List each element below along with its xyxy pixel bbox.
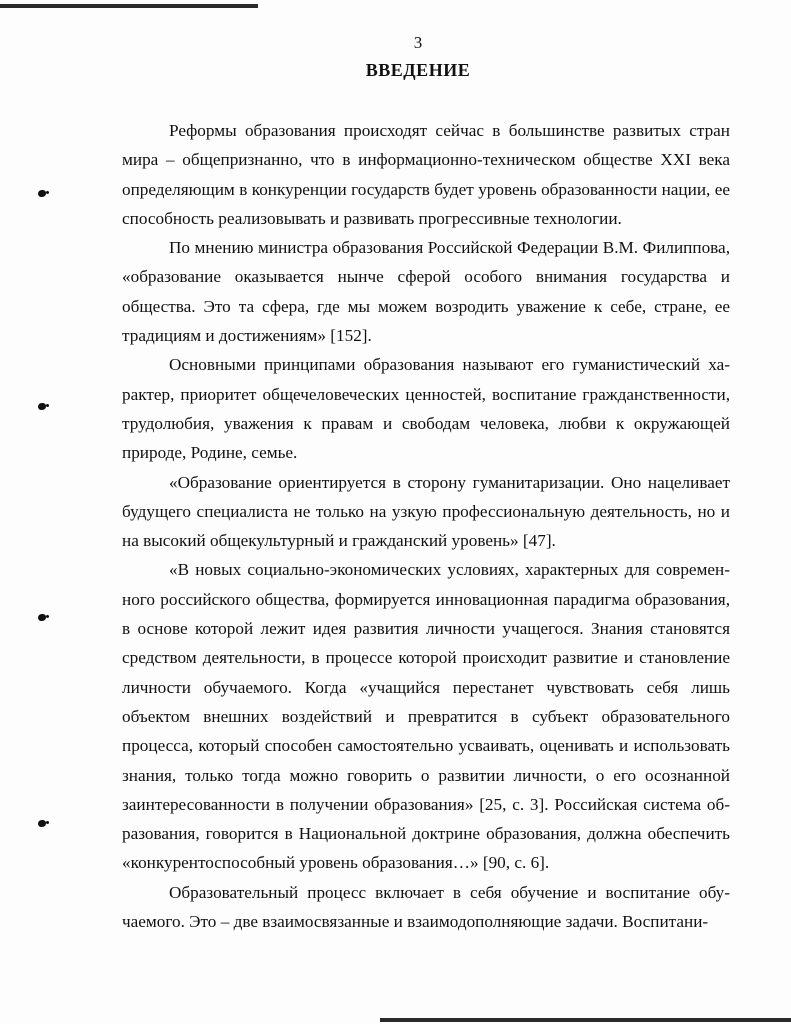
paragraph: По мнению министра образования Российской Федерации В.М. Филиппова, «образование оказывается нынче сферой особого внимания государства и общества. Это та сфера, где мы можем возродить уважение к себе, стране, ее традициям и достижениям» [152]. xyxy=(122,238,730,346)
binding-hole-mark xyxy=(38,403,46,410)
paragraph: «Образование ориентируется в сторону гуманитаризации. Оно нацеливает будущего специалиста не только на узкую профессиональную деятельность, но и на высокий общекультурный и гражданский уровень» [47]. xyxy=(122,472,730,551)
paragraph: Основными принципами образования называют его гуманистический характер, приоритет общечеловеческих ценностей, воспитание гражданственности, трудолюбия, уважения к правам и свободам человека, любви к окружающей природе, Родине, семье. xyxy=(122,355,730,463)
bottom-scan-rule xyxy=(380,1018,791,1022)
paragraph: «В новых социально-экономических условиях, характерных для современного российского общества, формируется инновационная парадигма образования, в основе которой лежит идея развития личности учащегося. Знания становятся средством деятельности, в процессе которой происходит развитие и становление личности обучаемого. Когда «учащийся перестанет чувствовать себя лишь объектом внешних воздействий и превратится в субъект образовательного процесса, который способен самостоятельно усваивать, оценивать и использовать знания, только тогда можно говорить о развитии личности, о его осознанной заинтересованности в получении образования» [25, с. 3]. Российская система образования, говорится в Национальной доктрине образования, должна обеспечить «конкурентоспособный уровень образования…» [90, с. 6]. xyxy=(122,560,730,873)
page-number: 3 xyxy=(413,33,423,52)
paragraph: Образовательный процесс включает в себя обучение и воспитание обучаемого. Это – две взаимосвязанные и взаимодополняющие задачи. Воспитани- xyxy=(122,882,730,932)
binding-hole-mark xyxy=(38,614,46,621)
paragraph: Реформы образования происходят сейчас в большинстве развитых стран мира – общепризнанно, что в информационно-техническом обществе XXI века определяющим в конкуренции государств будет уровень образованности нации, ее способность реализовывать и развивать прогрессивные технологии. xyxy=(122,121,730,228)
top-scan-rule xyxy=(0,4,258,8)
page-title: ВВЕДЕНИЕ xyxy=(365,60,471,80)
binding-hole-mark xyxy=(38,190,46,197)
body-text xyxy=(122,116,730,936)
binding-hole-mark xyxy=(38,820,46,827)
